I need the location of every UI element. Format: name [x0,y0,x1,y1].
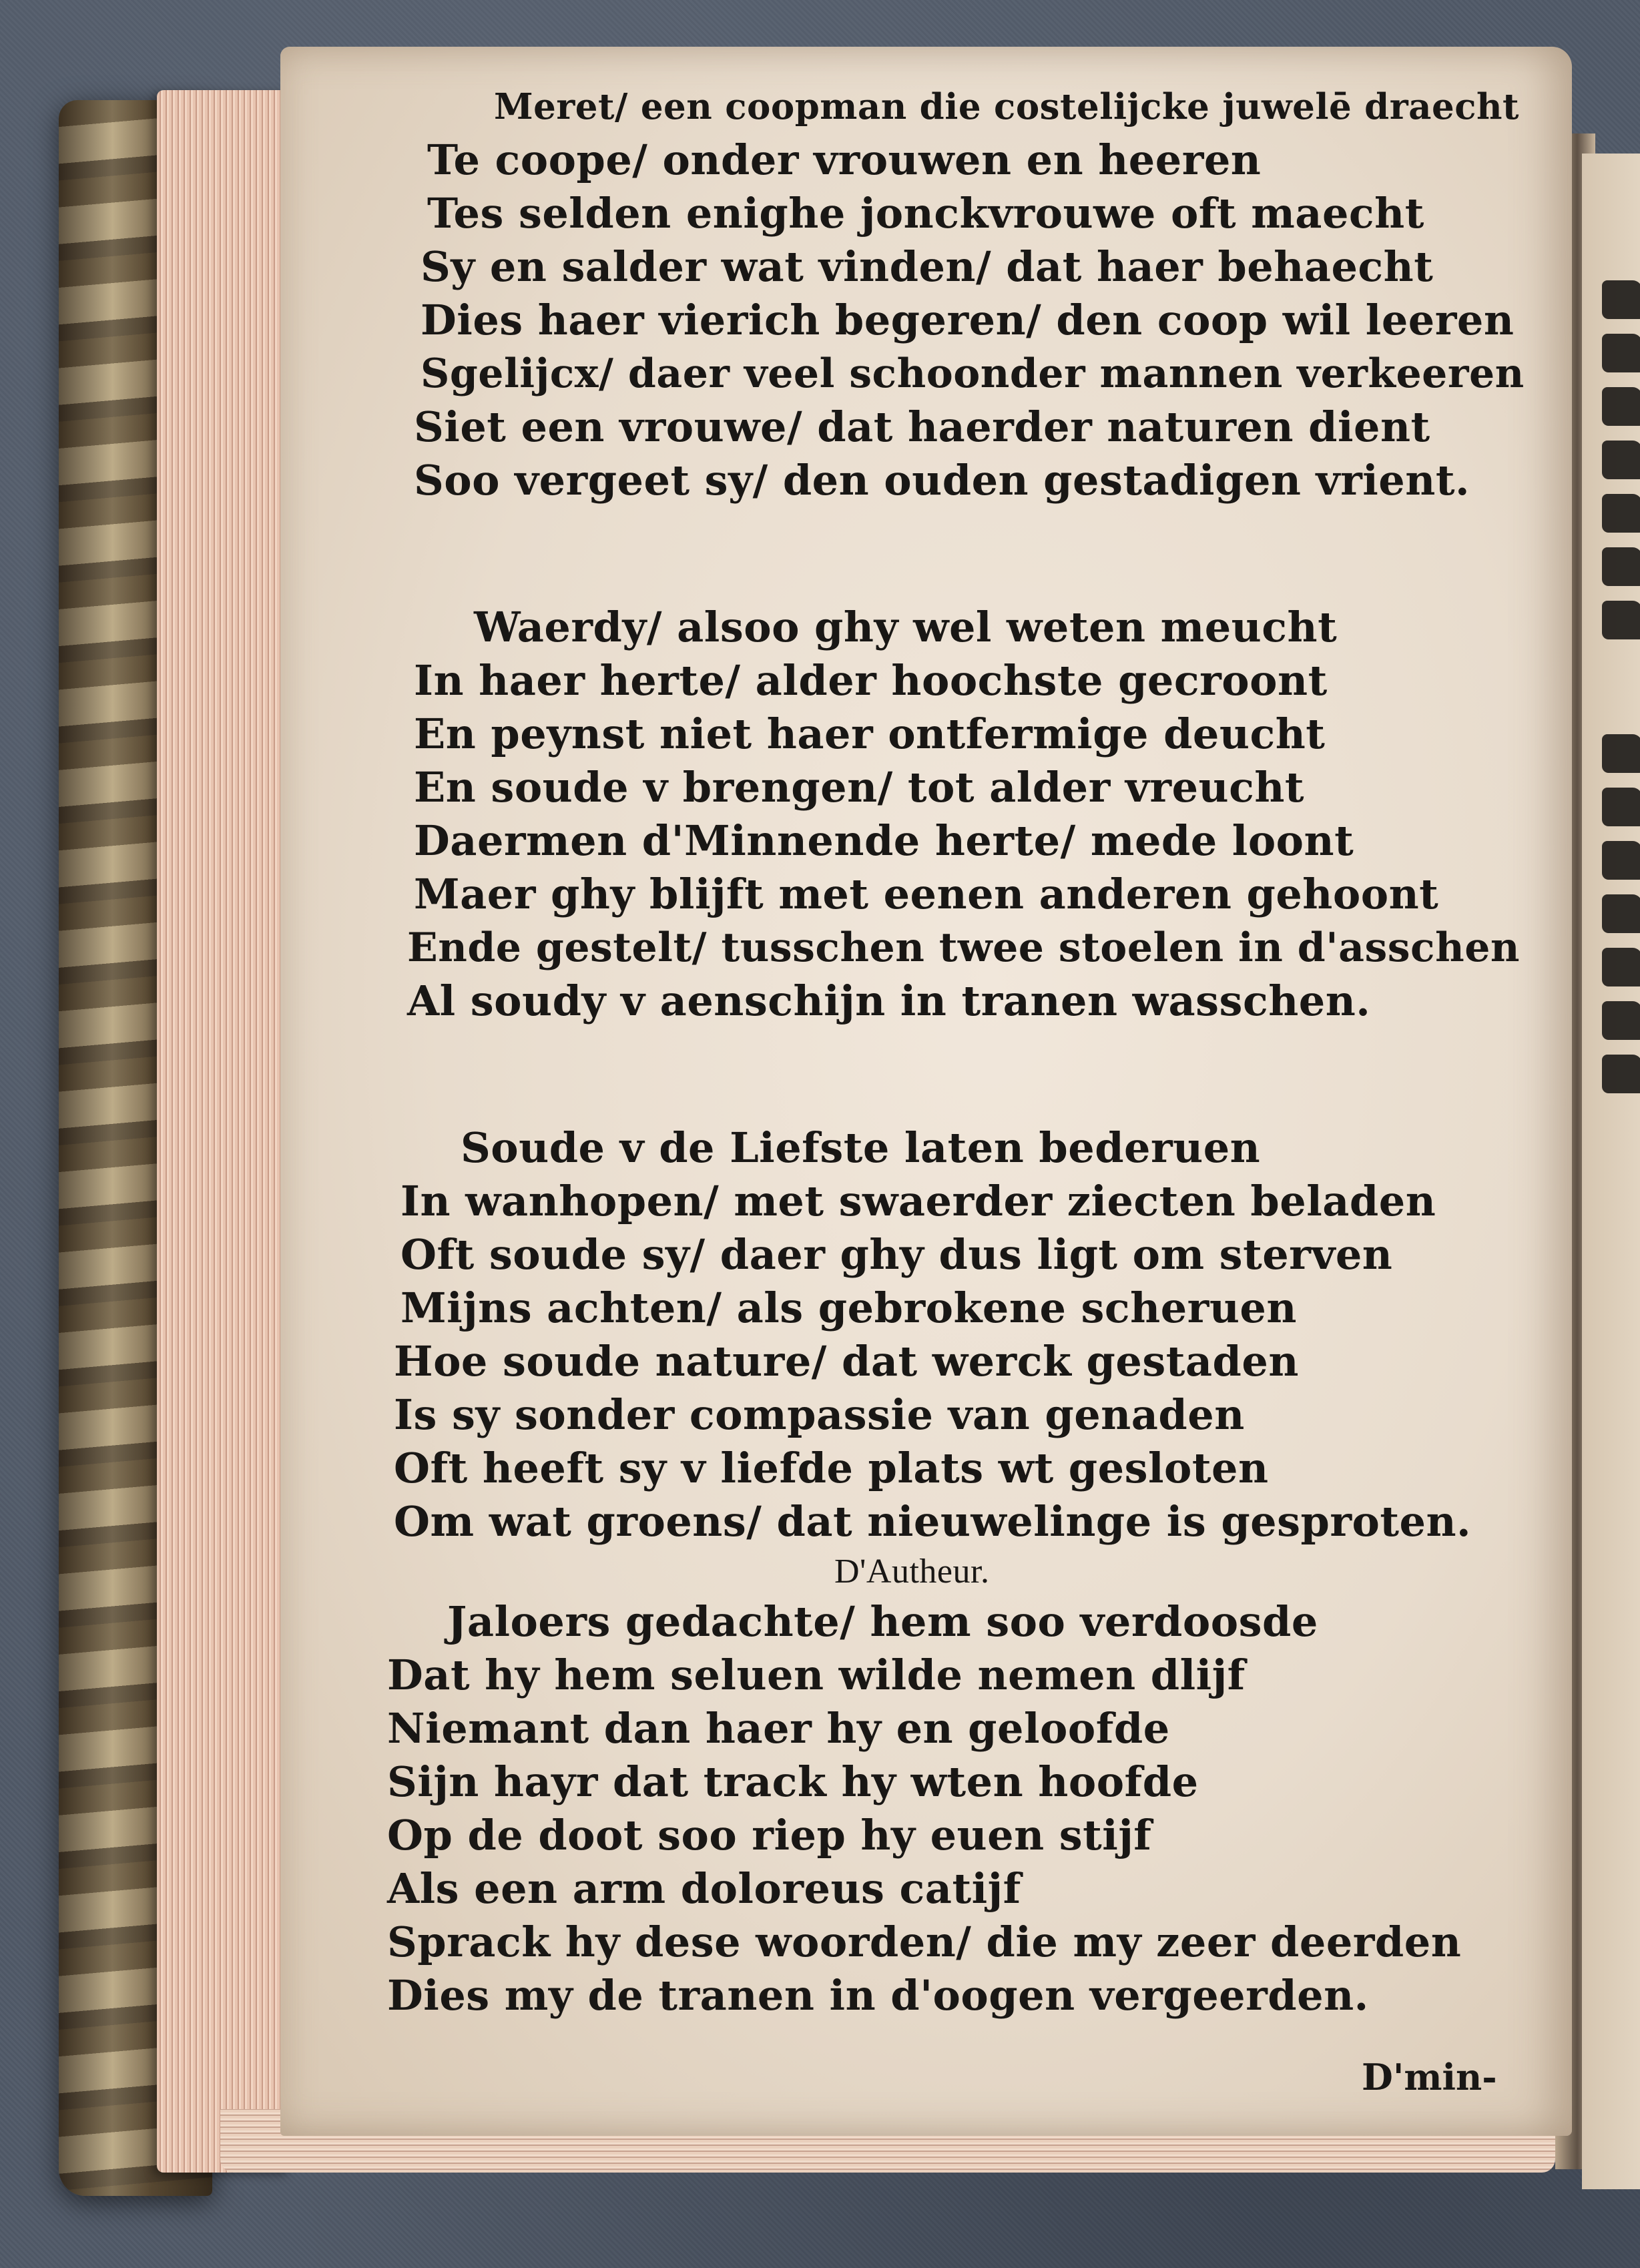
facing-page-glyph [1602,494,1640,533]
facing-page-glyph [1602,841,1640,880]
poem-line: Sprack hy dese woorden/ die my zeer deerden [387,1918,1462,1966]
poem-line: Niemant dan haer hy en geloofde [387,1704,1170,1753]
facing-page-glyph [1602,547,1640,586]
poem-line: Dies haer vierich begeren/ den coop wil leeren [421,296,1515,344]
facing-page-glyph [1602,1001,1640,1040]
facing-page-glyph [1602,1055,1640,1093]
facing-page-glyph [1602,734,1640,773]
poem-line: Jaloers gedachte/ hem soo verdoosde [447,1597,1318,1646]
page-edges-left [157,90,290,2173]
poem-line: Meret/ een coopman die costelijcke juwelē draecht [494,86,1520,127]
facing-page-glyph [1602,334,1640,372]
facing-page-glyph [1602,788,1640,826]
poem-line: Hoe soude nature/ dat werck gestaden [394,1337,1299,1386]
poem-line: Soo vergeet sy/ den ouden gestadigen vrient. [414,456,1470,505]
poem-line: In wanhopen/ met swaerder ziecten beladen [400,1177,1436,1225]
poem-line: Dat hy hem seluen wilde nemen dlijf [387,1651,1246,1699]
catchword: D'min- [1362,2056,1497,2098]
poem-line: Siet een vrouwe/ dat haerder naturen dient [414,402,1430,451]
poem-line: Om wat groens/ dat nieuwelinge is gesproten. [394,1497,1472,1546]
poem-line: Op de doot soo riep hy euen stijf [387,1811,1152,1860]
facing-page-glyph [1602,894,1640,933]
poem-line: Soude v de Liefste laten bederuen [461,1123,1261,1172]
poem-line: Sy en salder wat vinden/ dat haer behaecht [421,242,1434,291]
poem-line: Ende gestelt/ tusschen twee stoelen in d'asschen [407,924,1520,971]
facing-page-glyph [1602,387,1640,426]
poem-line: Waerdy/ alsoo ghy wel weten meucht [474,603,1338,651]
poem-line: Maer ghy blijft met eenen anderen gehoont [414,870,1439,918]
poem-line: Is sy sonder compassie van genaden [394,1390,1245,1439]
poem-line: Sijn hayr dat track hy wten hoofde [387,1757,1199,1806]
poem-line: In haer herte/ alder hoochste gecroont [414,656,1328,705]
poem-line: En soude v brengen/ tot alder vreucht [414,763,1305,812]
facing-page-glyph [1602,441,1640,479]
facing-page-glyph [1602,601,1640,639]
facing-page-glyph [1602,948,1640,986]
poem-line: Sgelijcx/ daer veel schoonder mannen verkeeren [421,350,1525,397]
poem-line: Als een arm dolorеus catijf [387,1864,1021,1913]
poem-line: Mijns achten/ als gebrokene scheruen [400,1284,1297,1332]
poem-line: Tes selden enighe jonckvrouwe oft maecht [427,189,1424,238]
poem-line: Oft soude sy/ daer ghy dus ligt om sterven [400,1230,1393,1279]
speaker-heading: D'Autheur. [834,1552,990,1591]
poem-line: En peynst niet haer ontfermige deucht [414,710,1326,758]
poem-line: Daermen d'Minnende herte/ mede loont [414,816,1354,865]
poem-line: Oft heeft sy v liefde plats wt gesloten [394,1444,1269,1492]
poem-line: Te coope/ onder vrouwen en heeren [427,135,1262,184]
facing-page-glyph [1602,280,1640,319]
poem-line: Dies my de tranen in d'oogen vergeerden. [387,1971,1369,2020]
poem-line: Al soudy v aenschijn in tranen wasschen. [407,976,1371,1025]
